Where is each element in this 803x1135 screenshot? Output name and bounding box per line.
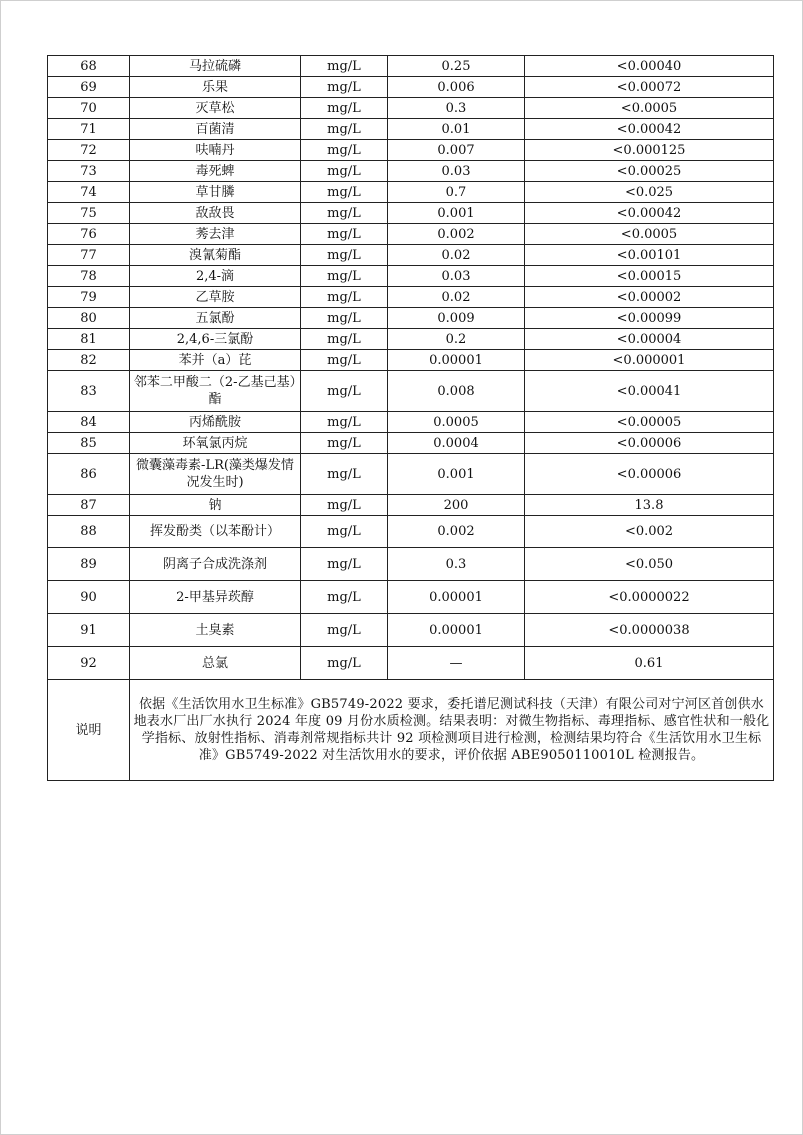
item-number: 76 <box>48 224 130 245</box>
item-name: 五氯酚 <box>130 308 301 329</box>
item-result: <0.00002 <box>525 287 774 308</box>
item-result: 0.61 <box>525 647 774 680</box>
item-name: 溴氰菊酯 <box>130 245 301 266</box>
item-unit: mg/L <box>301 433 388 454</box>
item-result: <0.00006 <box>525 454 774 495</box>
item-limit: 0.03 <box>388 266 525 287</box>
item-number: 73 <box>48 161 130 182</box>
note-label: 说明 <box>48 680 130 781</box>
item-limit: 0.2 <box>388 329 525 350</box>
item-name: 灭草松 <box>130 98 301 119</box>
item-number: 68 <box>48 56 130 77</box>
item-name: 莠去津 <box>130 224 301 245</box>
item-name: 环氧氯丙烷 <box>130 433 301 454</box>
item-result: 13.8 <box>525 495 774 516</box>
item-number: 79 <box>48 287 130 308</box>
item-result: <0.00005 <box>525 412 774 433</box>
item-limit: 0.006 <box>388 77 525 98</box>
item-name: 微囊藻毒素-LR(藻类爆发情况发生时) <box>130 454 301 495</box>
table-row <box>48 433 774 454</box>
item-result: <0.00101 <box>525 245 774 266</box>
item-limit: 0.02 <box>388 287 525 308</box>
item-name: 苯并（a）芘 <box>130 350 301 371</box>
item-result: <0.00099 <box>525 308 774 329</box>
item-limit: 0.02 <box>388 245 525 266</box>
item-unit: mg/L <box>301 287 388 308</box>
item-number: 78 <box>48 266 130 287</box>
table-row <box>48 350 774 371</box>
item-result: <0.00040 <box>525 56 774 77</box>
item-number: 75 <box>48 203 130 224</box>
item-unit: mg/L <box>301 614 388 647</box>
item-limit: 0.3 <box>388 548 525 581</box>
item-number: 70 <box>48 98 130 119</box>
item-limit: 0.7 <box>388 182 525 203</box>
item-result: <0.00041 <box>525 371 774 412</box>
item-unit: mg/L <box>301 98 388 119</box>
table-row <box>48 161 774 182</box>
item-limit: 0.3 <box>388 98 525 119</box>
item-limit: 0.002 <box>388 516 525 548</box>
item-name: 挥发酚类（以苯酚计） <box>130 516 301 548</box>
item-unit: mg/L <box>301 581 388 614</box>
item-name: 总氯 <box>130 647 301 680</box>
item-unit: mg/L <box>301 77 388 98</box>
item-number: 84 <box>48 412 130 433</box>
table-row <box>48 548 774 581</box>
item-number: 90 <box>48 581 130 614</box>
item-name: 钠 <box>130 495 301 516</box>
item-limit: 0.25 <box>388 56 525 77</box>
item-name: 呋喃丹 <box>130 140 301 161</box>
water-quality-table <box>47 55 774 781</box>
item-limit: — <box>388 647 525 680</box>
item-number: 82 <box>48 350 130 371</box>
item-limit: 0.001 <box>388 203 525 224</box>
table-row <box>48 98 774 119</box>
table-row <box>48 224 774 245</box>
item-result: <0.00004 <box>525 329 774 350</box>
note-row <box>48 680 774 781</box>
item-limit: 0.001 <box>388 454 525 495</box>
item-unit: mg/L <box>301 140 388 161</box>
item-name: 毒死蜱 <box>130 161 301 182</box>
note-text: 依据《生活饮用水卫生标准》GB5749-2022 要求，委托谱尼测试科技（天津）有限公司对宁河区首创供水地表水厂出厂水执行 2024 年度 09 月份水质检测。结果表明：对微生物指标、毒理指标、感官性状和一般化学指标、放射性指标、消毒剂常规指标共计 92 项检测项目进行检测，检测结果均符合《生活饮用水卫生标准》GB5749-2022 对生活饮用水的要求，评价依据 ABE9050110010L 检测报告。 <box>130 680 774 781</box>
item-result: <0.00006 <box>525 433 774 454</box>
item-unit: mg/L <box>301 224 388 245</box>
item-number: 87 <box>48 495 130 516</box>
table-row <box>48 287 774 308</box>
item-result: <0.050 <box>525 548 774 581</box>
item-name: 2,4-滴 <box>130 266 301 287</box>
item-result: <0.00042 <box>525 119 774 140</box>
item-result: <0.025 <box>525 182 774 203</box>
item-limit: 0.00001 <box>388 614 525 647</box>
item-limit: 0.002 <box>388 224 525 245</box>
item-number: 89 <box>48 548 130 581</box>
item-unit: mg/L <box>301 495 388 516</box>
item-unit: mg/L <box>301 245 388 266</box>
item-name: 马拉硫磷 <box>130 56 301 77</box>
table-row <box>48 245 774 266</box>
item-unit: mg/L <box>301 203 388 224</box>
table-row <box>48 308 774 329</box>
table-row <box>48 454 774 495</box>
item-name: 丙烯酰胺 <box>130 412 301 433</box>
item-result: <0.0005 <box>525 224 774 245</box>
item-limit: 0.009 <box>388 308 525 329</box>
item-limit: 0.01 <box>388 119 525 140</box>
item-number: 86 <box>48 454 130 495</box>
item-unit: mg/L <box>301 516 388 548</box>
item-limit: 0.00001 <box>388 350 525 371</box>
table-row <box>48 614 774 647</box>
table-row <box>48 140 774 161</box>
table-row <box>48 516 774 548</box>
table-row <box>48 495 774 516</box>
table-row <box>48 329 774 350</box>
item-limit: 0.00001 <box>388 581 525 614</box>
item-number: 81 <box>48 329 130 350</box>
item-unit: mg/L <box>301 548 388 581</box>
item-name: 百菌清 <box>130 119 301 140</box>
table-row <box>48 203 774 224</box>
table-row <box>48 412 774 433</box>
table-row <box>48 371 774 412</box>
item-result: <0.00042 <box>525 203 774 224</box>
item-number: 72 <box>48 140 130 161</box>
item-result: <0.0000038 <box>525 614 774 647</box>
item-unit: mg/L <box>301 182 388 203</box>
item-number: 74 <box>48 182 130 203</box>
item-unit: mg/L <box>301 329 388 350</box>
item-unit: mg/L <box>301 308 388 329</box>
item-result: <0.00025 <box>525 161 774 182</box>
item-name: 草甘膦 <box>130 182 301 203</box>
item-result: <0.00072 <box>525 77 774 98</box>
item-name: 乐果 <box>130 77 301 98</box>
table-body <box>48 56 774 680</box>
item-unit: mg/L <box>301 350 388 371</box>
item-result: <0.00015 <box>525 266 774 287</box>
item-result: <0.0005 <box>525 98 774 119</box>
item-name: 2-甲基异莰醇 <box>130 581 301 614</box>
item-result: <0.002 <box>525 516 774 548</box>
item-result: <0.000001 <box>525 350 774 371</box>
item-unit: mg/L <box>301 454 388 495</box>
table-row <box>48 56 774 77</box>
item-unit: mg/L <box>301 161 388 182</box>
item-name: 乙草胺 <box>130 287 301 308</box>
item-number: 71 <box>48 119 130 140</box>
item-number: 83 <box>48 371 130 412</box>
item-limit: 0.0004 <box>388 433 525 454</box>
item-name: 阴离子合成洗涤剂 <box>130 548 301 581</box>
item-number: 91 <box>48 614 130 647</box>
item-limit: 200 <box>388 495 525 516</box>
item-unit: mg/L <box>301 56 388 77</box>
table-row <box>48 182 774 203</box>
item-number: 85 <box>48 433 130 454</box>
item-unit: mg/L <box>301 412 388 433</box>
item-number: 69 <box>48 77 130 98</box>
item-number: 77 <box>48 245 130 266</box>
item-number: 88 <box>48 516 130 548</box>
item-name: 土臭素 <box>130 614 301 647</box>
item-limit: 0.03 <box>388 161 525 182</box>
item-unit: mg/L <box>301 266 388 287</box>
item-number: 92 <box>48 647 130 680</box>
table-row <box>48 647 774 680</box>
item-name: 邻苯二甲酸二（2-乙基己基）酯 <box>130 371 301 412</box>
item-unit: mg/L <box>301 647 388 680</box>
item-limit: 0.0005 <box>388 412 525 433</box>
item-result: <0.0000022 <box>525 581 774 614</box>
table-row <box>48 581 774 614</box>
item-number: 80 <box>48 308 130 329</box>
item-limit: 0.007 <box>388 140 525 161</box>
item-result: <0.000125 <box>525 140 774 161</box>
item-unit: mg/L <box>301 119 388 140</box>
item-limit: 0.008 <box>388 371 525 412</box>
item-unit: mg/L <box>301 371 388 412</box>
table-row <box>48 119 774 140</box>
table-row <box>48 266 774 287</box>
item-name: 2,4,6-三氯酚 <box>130 329 301 350</box>
table-row <box>48 77 774 98</box>
item-name: 敌敌畏 <box>130 203 301 224</box>
